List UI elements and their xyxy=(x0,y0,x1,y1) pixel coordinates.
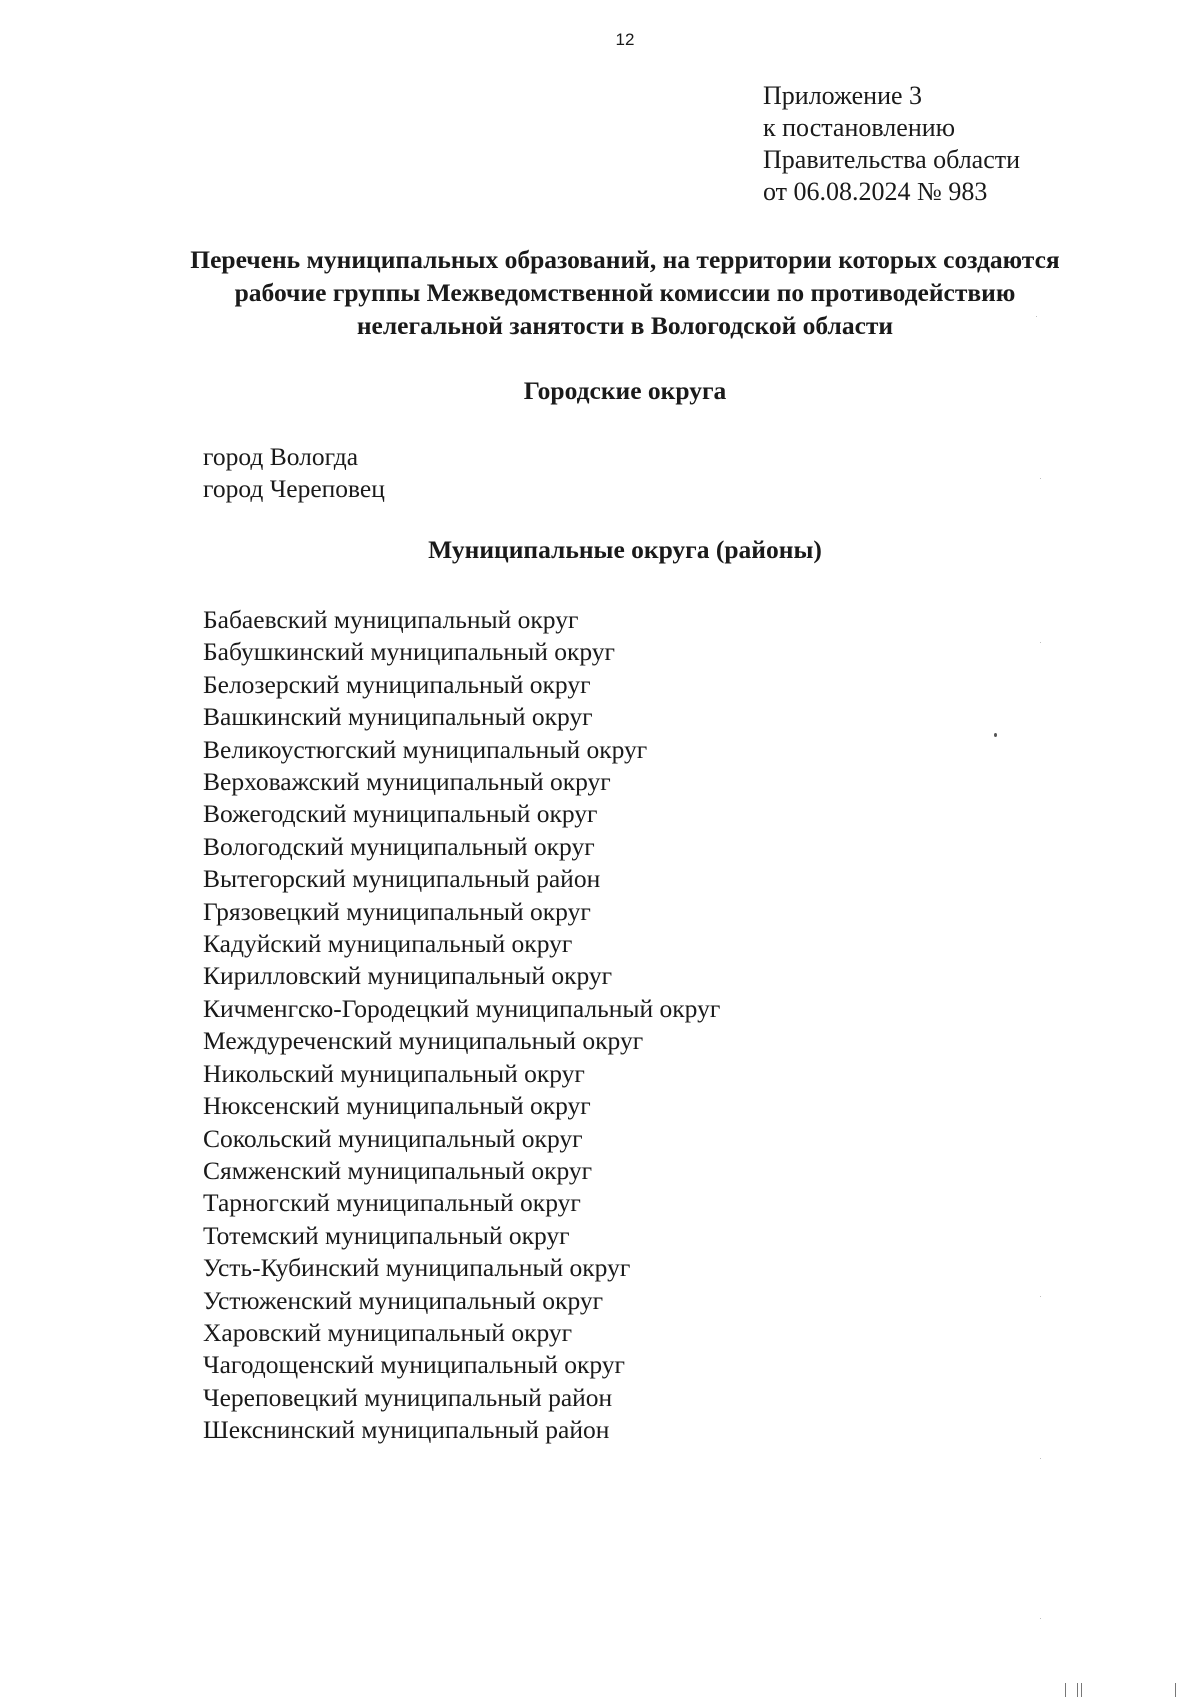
list-item: Междуреченский муниципальный округ xyxy=(203,1026,644,1056)
list-item: Кичменгско-Городецкий муниципальный округ xyxy=(203,993,721,1023)
list-item: Верховажский муниципальный округ xyxy=(203,767,611,797)
city-districts-list xyxy=(203,441,385,505)
document-title-line: рабочие группы Межведомственной комиссии по противодействию xyxy=(234,278,1016,307)
appendix-number: Приложение 3 xyxy=(763,81,923,110)
list-item: Вытегорский муниципальный район xyxy=(203,864,601,894)
appendix-date-number: от 06.08.2024 № 983 xyxy=(763,177,988,206)
list-item: Кадуйский муниципальный округ xyxy=(203,929,573,959)
list-item: Бабаевский муниципальный округ xyxy=(203,605,579,634)
scan-speck xyxy=(1040,642,1041,643)
list-item: Тарногский муниципальный округ xyxy=(203,1188,581,1218)
list-item: Грязовецкий муниципальный округ xyxy=(203,896,591,926)
page-number: 12 xyxy=(615,30,635,49)
list-item: Белозерский муниципальный округ xyxy=(203,669,591,699)
list-item: Вологодский муниципальный округ xyxy=(203,831,595,861)
list-item: Устюженский муниципальный округ xyxy=(203,1285,604,1315)
list-item: город Череповец xyxy=(203,474,385,503)
document-title-line: Перечень муниципальных образований, на территории которых создаются xyxy=(190,245,1060,274)
municipal-districts-list xyxy=(203,604,720,1447)
list-item: Сокольский муниципальный округ xyxy=(203,1123,583,1153)
list-item: Сямженский муниципальный округ xyxy=(203,1155,593,1185)
document-title-line: нелегальной занятости в Вологодской области xyxy=(356,311,894,340)
appendix-to-resolution: к постановлению xyxy=(763,113,956,142)
list-item: Вашкинский муниципальный округ xyxy=(203,702,593,732)
list-item: Тотемский муниципальный округ xyxy=(203,1220,570,1250)
list-item: город Вологда xyxy=(203,442,359,471)
scan-edge-marks xyxy=(1065,1683,1185,1697)
scan-speck xyxy=(1036,316,1037,317)
list-item: Чагодощенский муниципальный округ xyxy=(203,1350,626,1380)
scan-speck xyxy=(1040,1618,1041,1619)
scan-speck xyxy=(1040,1458,1041,1459)
list-item: Нюксенский муниципальный округ xyxy=(203,1091,591,1121)
list-item: Великоустюгский муниципальный округ xyxy=(203,734,648,764)
appendix-issuer: Правительства области xyxy=(763,145,1021,174)
list-item: Никольский муниципальный округ xyxy=(203,1058,585,1088)
scan-speck xyxy=(994,733,997,737)
scan-speck xyxy=(1040,478,1041,479)
appendix-block xyxy=(763,80,1020,208)
list-item: Череповецкий муниципальный район xyxy=(203,1382,613,1412)
list-item: Усть-Кубинский муниципальный округ xyxy=(203,1253,631,1283)
list-item: Кирилловский муниципальный округ xyxy=(203,961,613,991)
municipal-districts-heading: Муниципальные округа (районы) xyxy=(428,535,822,564)
list-item: Шекснинский муниципальный район xyxy=(203,1415,610,1445)
document-title xyxy=(100,243,1150,342)
list-item: Вожегодский муниципальный округ xyxy=(203,799,598,829)
scan-speck xyxy=(1040,1296,1041,1297)
list-item: Бабушкинский муниципальный округ xyxy=(203,637,615,667)
list-item: Харовский муниципальный округ xyxy=(203,1317,573,1347)
city-districts-heading: Городские округа xyxy=(523,376,727,405)
